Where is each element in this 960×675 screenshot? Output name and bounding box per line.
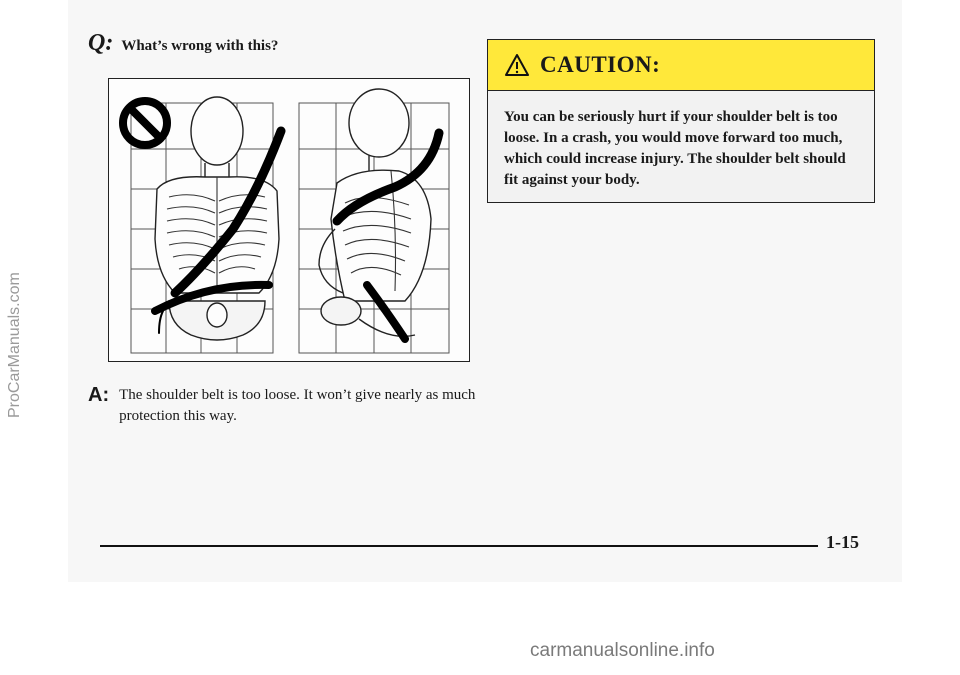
side-watermark: ProCarManuals.com	[6, 272, 23, 418]
page-number: 1-15	[826, 532, 859, 552]
warning-triangle-icon	[504, 53, 530, 77]
caution-title: CAUTION:	[540, 52, 661, 77]
question-mark-label: Q:	[88, 30, 114, 56]
answer-text: The shoulder belt is too loose. It won’t give nearly as much protection this way.	[119, 387, 476, 424]
bottom-watermark: carmanualsonline.info	[530, 640, 715, 661]
question-text: What’s wrong with this?	[121, 38, 279, 54]
answer-mark-label: A:	[88, 384, 110, 406]
question-line	[88, 30, 278, 57]
seatbelt-illustration	[108, 78, 470, 362]
caution-header	[488, 40, 874, 91]
footer-rule	[100, 545, 818, 547]
caution-box	[487, 39, 875, 203]
loose-belt-figure	[109, 79, 469, 361]
no-symbol-icon	[123, 101, 167, 145]
answer-line	[88, 385, 488, 427]
caution-body: You can be seriously hurt if your shoulder belt is too loose. In a crash, you would move forward too much, which could increase injury. The shoulder belt should fit against your body.	[504, 109, 846, 188]
